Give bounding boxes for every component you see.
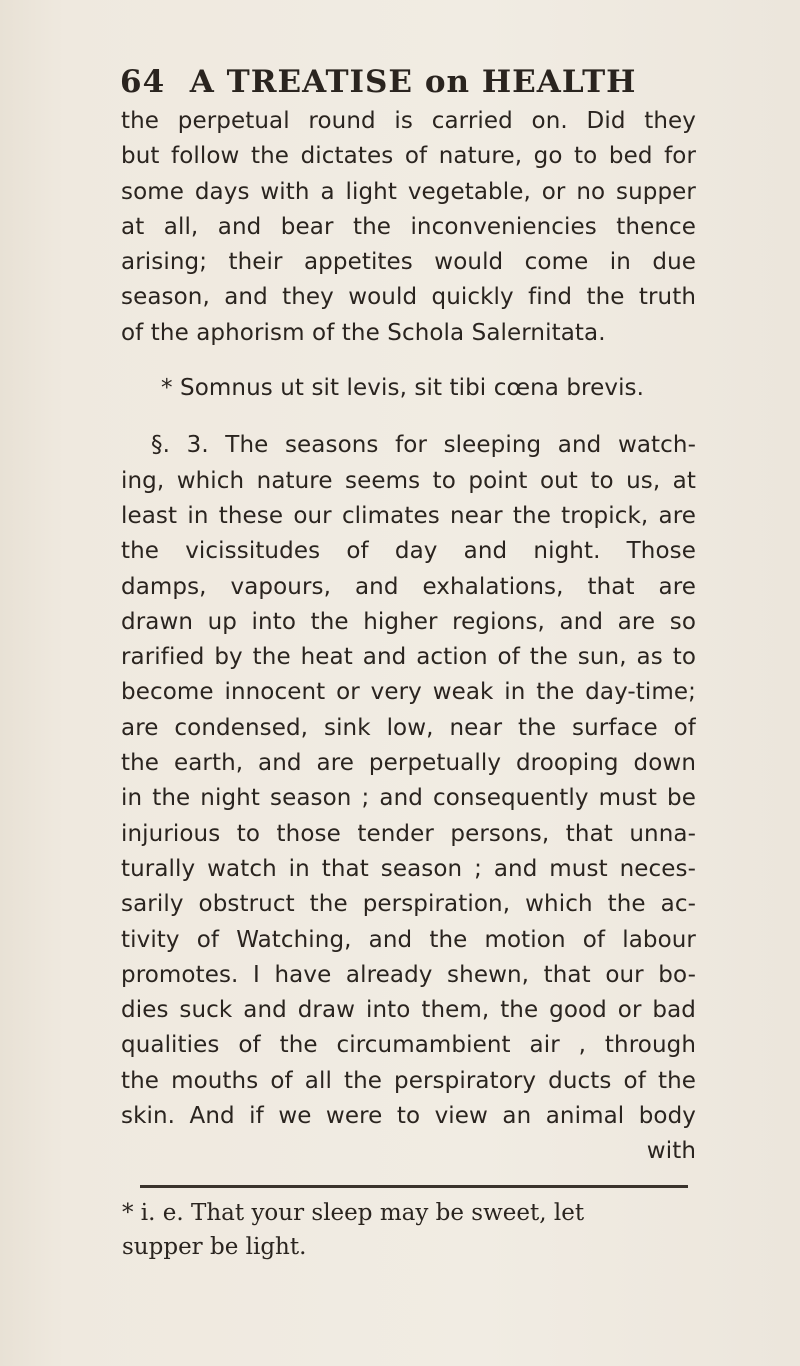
text-line: at all, and bear the inconveniencies thence [121, 213, 696, 240]
footnote-line: * i. e. That your sleep may be sweet, let [122, 1200, 585, 1226]
section-start-line: §. 3. The seasons for sleeping and watch- [151, 432, 696, 459]
text-line: sarily obstruct the perspiration, which the ac- [121, 891, 696, 918]
catchword: with [646, 1138, 696, 1165]
text-line: the mouths of all the perspiratory ducts of the [121, 1067, 696, 1094]
text-line: ing, which nature seems to point out to us, at [121, 467, 696, 494]
footnote-rule [140, 1185, 688, 1188]
text-line: damps, vapours, and exhalations, that are [121, 573, 696, 600]
text-line: tivity of Watching, and the motion of labour [121, 926, 696, 953]
text-line: turally watch in that season ; and must neces- [121, 855, 696, 882]
text-line: skin. And if we were to view an animal body [121, 1103, 696, 1130]
main-text [121, 104, 696, 1170]
text-line: qualities of the circumambient air , through [121, 1032, 696, 1059]
text-line: of the aphorism of the Schola Salernitata. [121, 319, 606, 346]
page-number: 64 [120, 64, 166, 100]
text-line: are condensed, sink low, near the surface of [121, 714, 696, 741]
text-line: rarified by the heat and action of the sun, as to [121, 644, 696, 671]
text-line: drawn up into the higher regions, and are so [121, 608, 696, 635]
text-line: some days with a light vegetable, or no supper [121, 178, 696, 205]
latin-quotation: * Somnus ut sit levis, sit tibi cœna brevis. [161, 375, 645, 402]
text-line: become innocent or very weak in the day-time; [121, 679, 696, 706]
text-line: promotes. I have already shewn, that our bo- [121, 961, 696, 988]
page-header [120, 62, 720, 102]
text-line: the earth, and are perpetually drooping down [121, 750, 696, 777]
text-line: injurious to those tender persons, that unna- [121, 820, 696, 847]
running-title: A TREATISE on HEALTH [189, 64, 637, 100]
text-line: in the night season ; and consequently must be [121, 785, 696, 812]
text-line: the vicissitudes of day and night. Those [121, 538, 696, 565]
text-line: season, and they would quickly find the truth [121, 284, 696, 311]
text-line: the perpetual round is carried on. Did they [121, 108, 696, 134]
text-line: but follow the dictates of nature, go to bed for [121, 143, 696, 170]
text-line: least in these our climates near the tropick, are [121, 502, 696, 529]
text-line: dies suck and draw into them, the good or bad [121, 997, 696, 1024]
text-line: arising; their appetites would come in due [121, 249, 696, 276]
footnote [122, 1196, 642, 1264]
footnote-line: supper be light. [122, 1234, 307, 1260]
